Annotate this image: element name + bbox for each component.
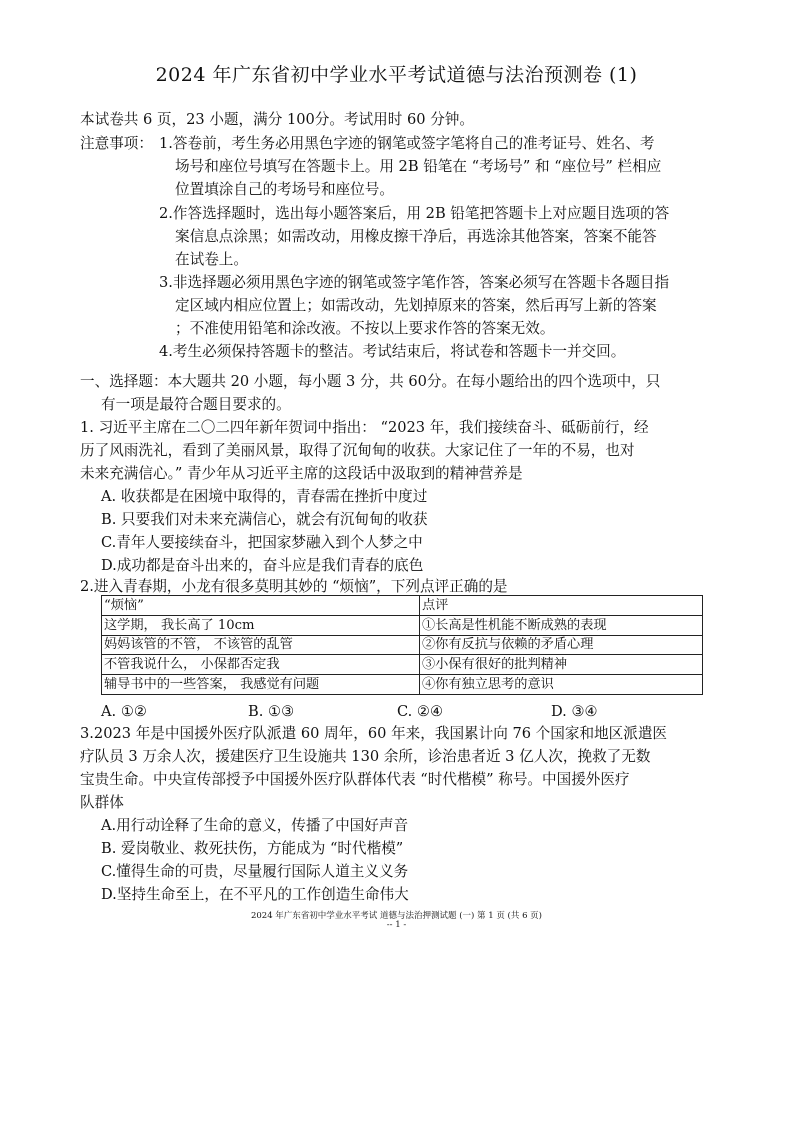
table-cell: ①长高是性机能不断成熟的表现 — [420, 615, 703, 635]
question-1-option: C.青年人要接续奋斗，把国家梦融入到个人梦之中 — [101, 534, 423, 551]
note-line: 4.考生必须保持答题卡的整洁。考试结束后，将试卷和答题卡一并交回。 — [159, 343, 626, 360]
table-row — [102, 596, 703, 616]
question-2-option: C. ②④ — [397, 703, 444, 720]
question-1-option: A. 收获都是在困境中取得的，青春需在挫折中度过 — [101, 488, 428, 505]
question-1-option: B. 只要我们对未来充满信心，就会有沉甸甸的收获 — [101, 511, 428, 528]
note-line: 2.作答选择题时，选出每小题答案后，用 2B 铅笔把答题卡上对应题目选项的答 — [159, 205, 670, 222]
table-cell: 辅导书中的一些答案， 我感觉有问题 — [102, 675, 420, 695]
table-cell: 妈妈该管的不管， 不该管的乱管 — [102, 635, 420, 655]
question-3-option: C.懂得生命的可贵，尽量履行国际人道主义义务 — [101, 863, 409, 880]
question-1-stem: 未来充满信心。” 青少年从习近平主席的这段话中汲取到的精神营养是 — [80, 465, 523, 482]
question-3-option: D.坚持生命至上，在不平凡的工作创造生命伟大 — [101, 886, 409, 903]
table-cell: 不管我说什么， 小保都否定我 — [102, 655, 420, 675]
question-1-stem: 1. 习近平主席在二〇二四年新年贺词中指出： “2023 年，我们接续奋斗、砥砺前行，经 — [80, 419, 649, 436]
note-line: 定区域内相应位置上；如需改动，先划掉原来的答案，然后再写上新的答案 — [175, 297, 657, 314]
question-1-stem: 历了风雨洗礼，看到了美丽风景，取得了沉甸甸的收获。大家记住了一年的不易，也对 — [80, 442, 635, 459]
question-3-option: A.用行动诠释了生命的意义，传播了中国好声音 — [101, 817, 409, 834]
table-cell: 这学期， 我长高了 10cm — [102, 615, 420, 635]
page-footer: 2024 年广东省初中学业水平考试 道德与法治押测试题 (一) 第 1 页 (共 6 页) — [250, 911, 543, 921]
question-3-stem: 队群体 — [80, 794, 124, 811]
section-heading: 有一项是最符合题目要求的。 — [101, 396, 291, 413]
question-3-stem: 宝贵生命。中央宣传部授予中国援外医疗队群体代表 “时代楷模” 称号。中国援外医疗 — [80, 771, 630, 788]
table-row — [102, 675, 703, 695]
page-number: -- 1 - — [386, 920, 407, 930]
table-row — [102, 635, 703, 655]
question-2-option: D. ③④ — [551, 703, 598, 720]
question-3-stem: 疗队员 3 万余人次，援建医疗卫生设施共 130 余所，诊治患者近 3 亿人次，挽救了无数 — [80, 748, 651, 765]
table-cell: ②你有反抗与依赖的矛盾心理 — [420, 635, 703, 655]
note-line: ；不准使用铅笔和涂改液。不按以上要求作答的答案无效。 — [175, 320, 555, 337]
question-3-option: B. 爱岗敬业、救死扶伤，方能成为 “时代楷模” — [101, 840, 404, 857]
question-3-stem: 3.2023 年是中国援外医疗队派遣 60 周年，60 年来，我国累计向 76 个国家和地区派遣医 — [80, 725, 668, 742]
table-row — [102, 655, 703, 675]
note-line: 1.答卷前，考生务必用黑色字迹的钢笔或签字笔将自己的准考证号、姓名、考 — [159, 135, 655, 152]
table-cell: ④你有独立思考的意识 — [420, 675, 703, 695]
question-2-option: B. ①③ — [248, 703, 295, 720]
question-2-option: A. ①② — [101, 703, 147, 720]
section-heading: 一、选择题：本大题共 20 小题，每小题 3 分，共 60分。在每小题给出的四个选项中，只 — [80, 373, 661, 390]
note-line: 案信息点涂黑；如需改动，用橡皮擦干净后，再选涂其他答案，答案不能答 — [175, 228, 657, 245]
question-1-option: D.成功都是奋斗出来的，奋斗应是我们青春的底色 — [101, 557, 424, 574]
note-line: 位置填涂自己的考场号和座位号。 — [175, 181, 394, 198]
question-2-table — [101, 595, 703, 695]
question-2-stem: 2.进入青春期，小龙有很多莫明其妙的 “烦恼”，下列点评正确的是 — [80, 578, 508, 595]
note-line: 场号和座位号填写在答题卡上。用 2B 铅笔在 “考场号” 和 “座位号” 栏相应 — [175, 158, 662, 175]
table-header-cell: 点评 — [420, 596, 703, 616]
note-line: 在试卷上。 — [175, 251, 248, 268]
note-line: 3.非选择题必须用黑色字迹的钢笔或签字笔作答，答案必须写在答题卡各题目指 — [159, 274, 670, 291]
table-header-cell: “烦恼” — [102, 596, 420, 616]
notes-label: 注意事项： — [80, 135, 153, 152]
exam-intro: 本试卷共 6 页，23 小题，满分 100分。考试用时 60 分钟。 — [80, 111, 474, 128]
table-cell: ③小保有很好的批判精神 — [420, 655, 703, 675]
table-row — [102, 615, 703, 635]
page-title: 2024 年广东省初中学业水平考试道德与法治预测卷 (1) — [155, 64, 638, 86]
